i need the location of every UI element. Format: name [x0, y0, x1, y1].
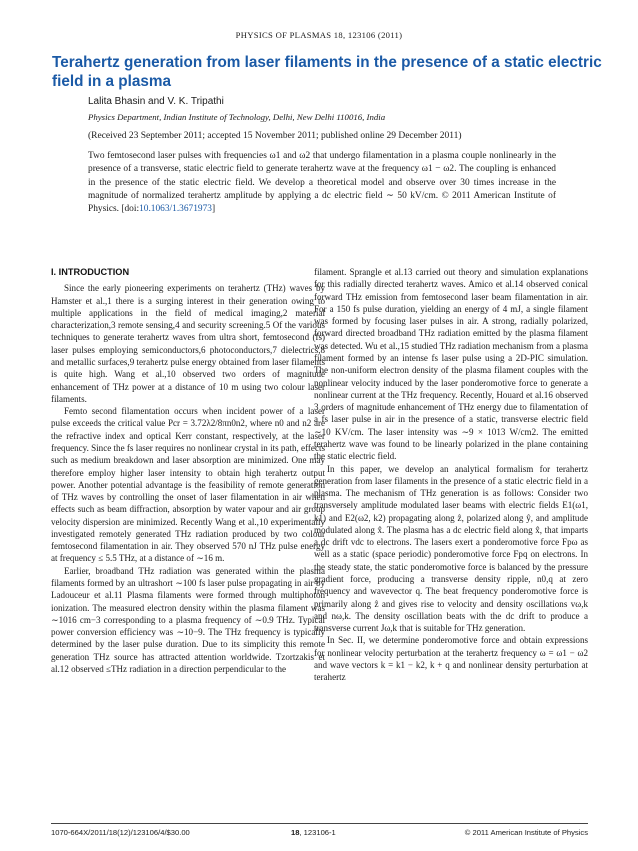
paragraph: filament. Sprangle et al.13 carried out theory and simulation explanations for this radially directed terahertz waves. Amico et al.14 observed conical forward THz emission from femtosecond laser beam filamentation in air. For a 150 fs pulse duration, yielding an energy of 4 mJ, a single filament was formed by focusing laser pulses in air. A strong, radially polarized, forward directed broadband THz radiation emitted by the plasma filament was detected. Wu et al.,15 studied THz radiation mechanism from a plasma filament formed by an intense fs laser pulse using a 2D-PIC simulation. The non-uniform electron density of the plasma filament couples with the nonlinear velocity induced by the laser ponderomotive force to generate a nonlinear current at the THz frequency. Recently, Houard et al.16 observed 3 orders of magnitude enhancement of THz energy due to filamentation of a fs laser pulse in air in the presence of a static, transverse electric field ∼10 KV/cm. The laser intensity was ∼9 × 1013 W/cm2. The emitted terahertz wave was found to be linearly polarized in the plane containing the static electric field. — [314, 267, 588, 462]
doi-prefix: [doi: — [121, 204, 140, 215]
paragraph: Earlier, broadband THz radiation was generated within the plasma filaments formed by an ultrashort ∼100 fs laser pulse propagating in air by Ladouceur et al.11 Plasma filaments were formed through multiphoton ionization. The measured electron density within the plasma filament was ∼1016 cm−3 corresponding to a plasma frequency of ∼0.9 THz. Typical power conversion efficiency was ∼10−9. The THz frequency is typically determined by the laser pulse duration. Due to its simplicity this remote generation THz source has attracted attention worldwide. Tzortzakis et al.12 observed ≤THz radiation in a direction perpendicular to the — [51, 565, 325, 674]
affiliation: Physics Department, Indian Institute of Technology, Delhi, New Delhi 110016, India — [88, 112, 386, 122]
footer-copyright: © 2011 American Institute of Physics — [464, 828, 588, 837]
paragraph: Since the early pioneering experiments on terahertz (THz) waves by Hamster et al.,1 there is a surging interest in their generation owing to multiple applications in the field of medical imaging,2 material characterization,3 remote sensing,4 and security screening.5 Of the various techniques to generate terahertz waves from ultra short, femtosecond (fs) laser pulses employing semiconductors,6 photoconductors,7 dielectrics,8 and metallic surfaces,9 terahertz pulse energy obtained from laser filaments is quite high. Wang et al.,10 observed two orders of magnitude enhancement of THz power at a distance of 10 m using two colour laser filaments. — [51, 283, 325, 404]
doi-link[interactable]: 10.1063/1.3671973 — [139, 204, 212, 215]
doi-suffix: ] — [211, 204, 216, 215]
journal-header: PHYSICS OF PLASMAS 18, 123106 (2011) — [235, 30, 403, 40]
footer-page-number: , 123106-1 — [299, 828, 336, 837]
footer-volume: 18 — [291, 828, 300, 837]
article-title: Terahertz generation from laser filaments in the presence of a static electric field in a plasma — [52, 54, 602, 90]
paragraph: In Sec. II, we determine ponderomotive force and obtain expressions for nonlinear velocity perturbation at the terahertz frequency ω = ω1 − ω2 and wave vectors k = k1 − k2, k + q and nonlinear density perturbation at terahertz — [314, 635, 588, 683]
footer-page — [291, 828, 336, 837]
publication-dates: (Received 23 September 2011; accepted 15 November 2011; published online 29 December 2011) — [88, 131, 462, 141]
footer-divider — [51, 823, 588, 824]
paragraph: Femto second filamentation occurs when incident power of a laser pulse exceeds the critical value Pcr = 3.72λ2/8πn0n2, where n0 and n2 are the refractive index and optical Kerr constant, respectively, at the laser frequency. Since the fs laser requires no nonlinear crystal in its path, effects such as medium breakdown and laser absorption are minimized. One may therefore employ higher laser intensity to obtain high terahertz output power. Another potential advantage is the feasibility of remote generation of THz waves by controlling the onset of laser filamentation in air when effects such as beam diffraction, absorption by water vapour and air group velocity dispersion are minimized. Recently Wang et al.,10 experimentally investigated remotely generated THz radiation produced by two colour femtosecond filamentation in air. They observed 570 nJ THz pulse energy at frequency ≤ 5.5 THz, at a distance of ∼16 m. — [51, 406, 325, 564]
section-heading: I. INTRODUCTION — [51, 267, 130, 277]
paragraph: In this paper, we develop an analytical formalism for terahertz generation from laser filaments in the presence of a static electric field in a plasma. The mechanism of THz generation is as follows: Consider two transversely amplitude modulated laser beams with electric fields E1(ω1, k1) and E2(ω2, k2) propagating along ẑ, polarized along ŷ, and amplitude modulated along x̂. The plasma has a dc electric field along x̂, that imparts a dc drift vdc to electrons. The lasers exert a ponderomotive force Fpω as well as a static (space periodic) ponderomotive force Fpq on electrons. In the steady state, the static ponderomotive force is balanced by the pressure gradient force, producing a transverse density ripple, n0,q at zero frequency and wavevector q. The beat frequency ponderomotive force is primarily along ẑ and gives rise to velocity and density oscillations vω,k and nω,k. The density oscillation beats with the dc drift to produce a transverse current Jω,k that is suitable for THz generation. — [314, 463, 588, 634]
authors[interactable]: Lalita Bhasin and V. K. Tripathi — [88, 96, 224, 107]
left-column — [51, 266, 325, 675]
right-column — [314, 266, 588, 684]
abstract — [88, 150, 556, 216]
footer-issn: 1070-664X/2011/18(12)/123106/4/$30.00 — [51, 828, 190, 837]
abstract-text: Two femtosecond laser pulses with frequencies ω1 and ω2 that undergo filamentation in a plasma couple nonlinearly in the presence of a transverse, static electric field to generate terahertz wave at the frequency ω1 − ω2. The coupling is enhanced in the presence of the static electric field. We develop a theoretical model and observe over 30 times increase in the magnitude of normalized terahertz amplitude by applying a dc electric field ∼ 50 kV/cm. © 2011 American Institute of Physics. — [88, 151, 556, 215]
